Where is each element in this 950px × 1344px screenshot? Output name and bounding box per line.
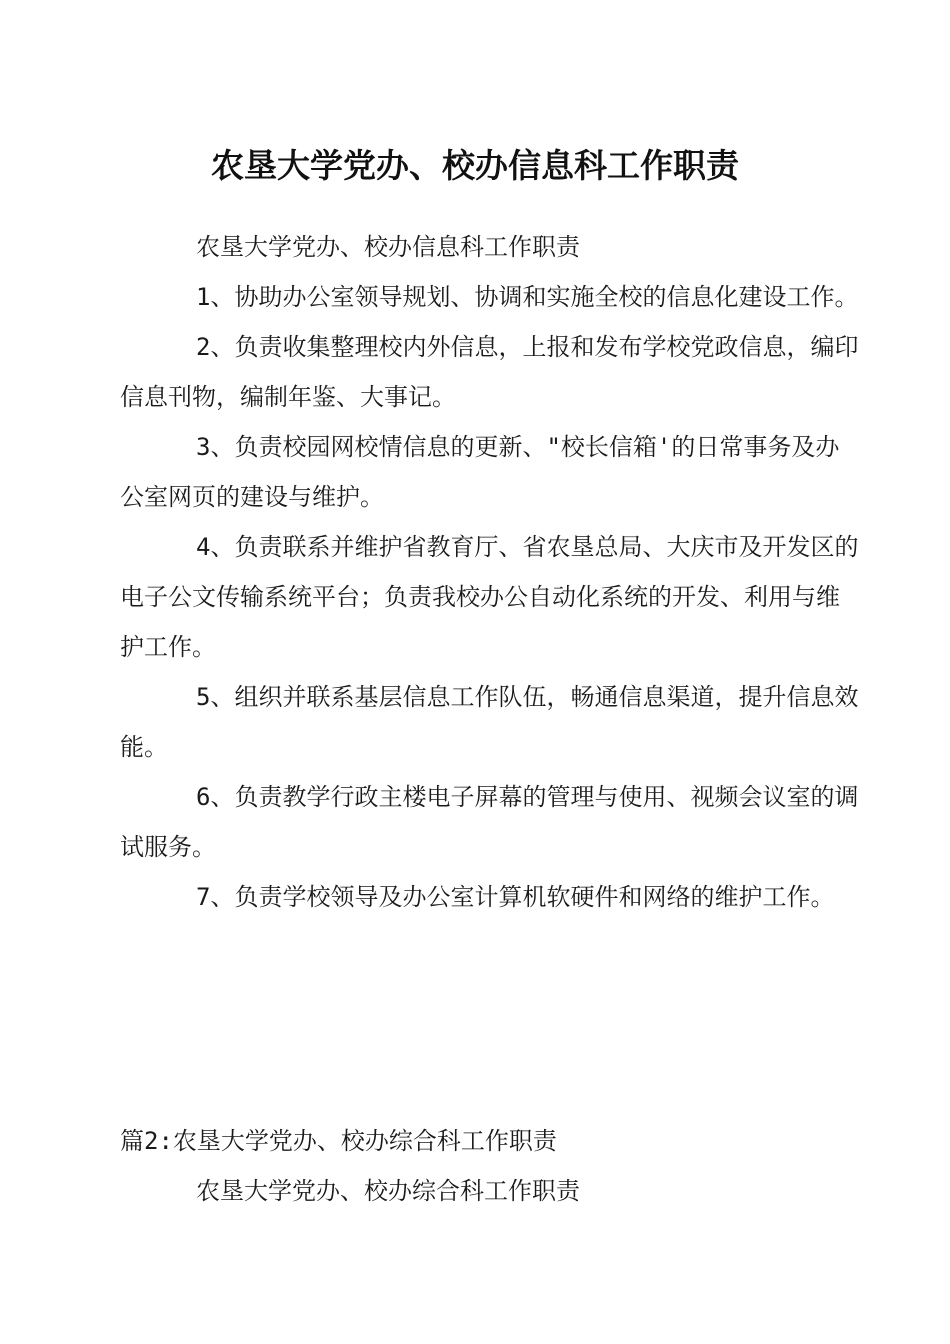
duty-item-2: 2、负责收集整理校内外信息，上报和发布学校党政信息，编印信息刊物，编制年鉴、大事记。 [120, 333, 859, 411]
document-title: 农垦大学党办、校办信息科工作职责 [211, 146, 739, 185]
document-body [120, 222, 860, 922]
duty-item-5: 5、组织并联系基层信息工作队伍，畅通信息渠道，提升信息效能。 [120, 683, 859, 761]
duty-item-1: 1、协助办公室领导规划、协调和实施全校的信息化建设工作。 [196, 283, 859, 311]
duty-item-4: 4、负责联系并维护省教育厅、省农垦总局、大庆市及开发区的电子公文传输系统平台；负责我校办公自动化系统的开发、利用与维护工作。 [120, 533, 859, 661]
duty-item-6: 6、负责教学行政主楼电子屏幕的管理与使用、视频会议室的调试服务。 [120, 783, 859, 861]
duty-item-7: 7、负责学校领导及办公室计算机软硬件和网络的维护工作。 [196, 883, 835, 911]
section-2 [120, 1116, 860, 1216]
section-2-heading: 篇2:农垦大学党办、校办综合科工作职责 [120, 1127, 557, 1155]
section-2-subtitle: 农垦大学党办、校办综合科工作职责 [196, 1177, 580, 1205]
duty-item-3: 3、负责校园网校情信息的更新、"校长信箱'的日常事务及办公室网页的建设与维护。 [120, 433, 840, 511]
document-subtitle: 农垦大学党办、校办信息科工作职责 [196, 233, 580, 261]
